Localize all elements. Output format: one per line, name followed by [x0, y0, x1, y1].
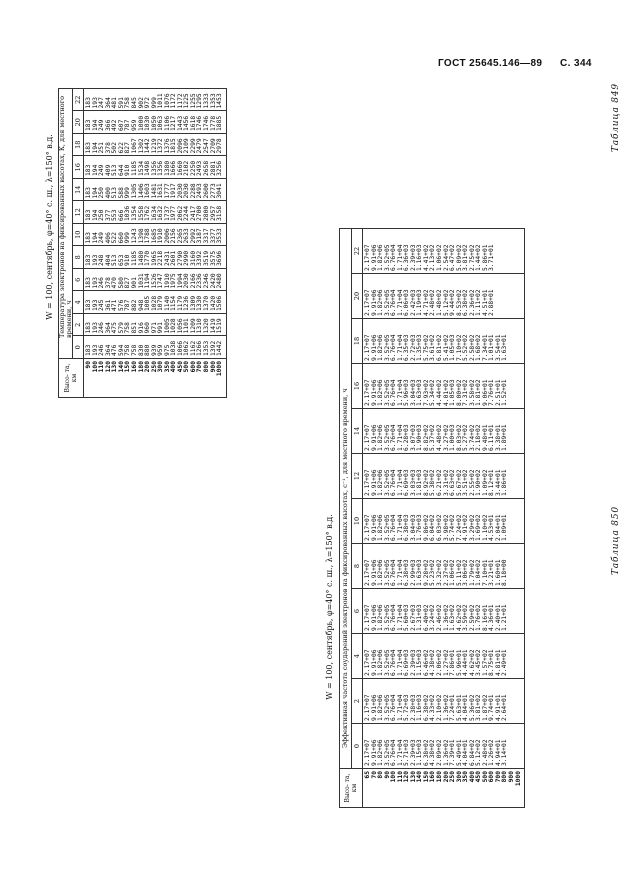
hour-header: 0	[352, 724, 363, 769]
value-column: 183 193 246 364 476 594 758 758 830 880 939 959 975 1038 1066 1062 1162 1266 1353 1392 1442	[84, 336, 226, 359]
hour-header: 18	[73, 134, 84, 157]
hour-header: 10	[352, 499, 363, 544]
table-849-title: W = 100, сентябрь, φ=40° с. ш., λ=150° в.д.	[45, 134, 54, 320]
value-column: 2.17+07 9.91+06 1.82+06 3.52+05 6.76+04 1.71+04 6.69+03 2.39+03 1.15+03 6.46+02 4.38+02 2.06+02 1.27+02 7.86+01 5.96+01 4.44+01 4.62+02 3.45+02 1.57+02 8.75+01 4.81+01 2.49+01	[363, 634, 525, 679]
value-column: 183 194 251 378 502 622 827 1067 1302 1442 1219 1372 1376 1815 2096 2109 2299 2479 2547 2709 2978	[84, 134, 226, 157]
altitude-column: 90 100 110 120 130 140 150 160 180 200 250 300 350 400 450 500 600 700 800 900 1000	[84, 359, 226, 398]
hour-header: 18	[352, 319, 363, 364]
hour-header: 16	[352, 364, 363, 409]
hour-header: 8	[73, 246, 84, 269]
value-column: 2.17+07 9.91+06 1.82+06 3.52+05 6.76+04 1.71+04 5.71+03 2.39+03 1.15+03 6.38+02 4.38+02 2.09+02 1.36+02 7.39+01 5.49+01 4.04+01 6.84+02 5.12+02 2.48+02 1.26+02 4.94+01 3.14+01	[363, 724, 525, 769]
value-column: 183 193 245 361 471 576 787 882 948 1005 1028 1079 1140 1154 1179 1236 1309 1330 1370 1420 1506	[84, 291, 226, 314]
value-column: 2.17+07 9.91+06 1.82+06 3.52+05 6.76+04 1.71+04 6.38+03 3.04+03 1.76+03 9.86+02 6.04+02 6.03+02 3.98+02 5.74+02 7.24+02 4.91+02 3.29+02 1.69+02 1.10+02 4.53+01 2.04+01 1.09+01	[363, 499, 525, 544]
table-850-grid	[339, 228, 525, 808]
value-column: 183 194 249 406 522 660 999 1243 1398 1788 1685 1910 2006 2156 2365 2633 2992 3187 3317 3377 3533	[84, 224, 226, 247]
value-column: 183 193 246 364 475 579 758 851 916 960 971 991 1005 1028 1056 1101 1209 1310 1320 1419 1519	[84, 314, 226, 337]
hour-header: 20	[352, 274, 363, 319]
value-column: 2.17+07 9.91+06 1.82+06 3.52+05 6.76+04 1.71+04 5.60+03 2.67+03 1.31+03 6.40+02 3.24+02 2.46+02 1.36+02 1.63+02 4.62+02 3.59+02 2.59+02 1.76+02 8.16+01 4.36+01 2.40+01 1.21+01	[363, 589, 525, 634]
hour-header: 16	[73, 156, 84, 179]
page-header	[0, 58, 639, 74]
altitude-column: 65 70 80 90 100 110 120 130 140 150 160 180 200 250 300 350 400 450 500 600 700 800 900 1000	[363, 769, 525, 808]
value-column: 2.17+07 9.91+06 1.82+06 3.52+05 6.76+04 1.71+04 6.36+03 2.39+03 1.16+03 4.41+02 2.13+02 1.06+02 2.54+02 6.47+02 5.09+02 3.81+02 2.75+02 1.44+02 5.86+01 3.71+01	[363, 229, 525, 274]
value-column: 2.17+07 9.91+06 1.82+06 3.52+05 6.76+04 1.71+04 5.96+03 3.04+03 1.63+03 7.93+02 5.34+02 4.44+02 4.01+02 1.05+03 8.00+02 7.31+02 3.58+02 1.81+02 9.06+01 7.76+01 2.51+01 1.52+01	[363, 364, 525, 409]
hour-header: 2	[73, 314, 84, 337]
altitude-header: Высо- та, км	[340, 769, 363, 808]
hour-header: 12	[352, 454, 363, 499]
hour-header: 6	[352, 589, 363, 634]
value-column: 2.17+07 9.91+06 1.82+06 3.52+05 6.76+04 1.71+04 5.72+03 2.38+03 1.16+03 6.38+02 4.33+02 2.10+02 1.36+02 7.24+01 5.63+01 4.04+01 5.36+02 3.81+02 1.87+02 9.74+01 4.91+01 2.64+01	[363, 679, 525, 724]
value-column: 2.17+07 9.91+06 1.82+06 3.52+05 6.76+04 1.71+04 6.28+03 3.07+03 1.90+03 8.82+02 5.37+02 4.48+02 3.27+02 1.00+03 8.03+02 5.27+02 3.74+02 2.18+02 9.48+01 6.11+01 3.38+01 1.89+01	[363, 409, 525, 454]
hour-header: 14	[73, 179, 84, 202]
value-column: 2.17+07 9.91+06 1.82+06 3.52+05 6.76+04 1.71+04 6.06+03 2.42+03 1.19+03 4.71+02 2.48+02 1.48+02 5.12+02 9.44+02 8.53+02 6.38+02 2.36+02 1.11+02 4.51+01 2.88+01	[363, 274, 525, 319]
hour-header: 22	[73, 89, 84, 112]
hour-header: 12	[73, 201, 84, 224]
value-column: 183 193 247 364 481 591 758 845 902 972 999 1011 1076 1172 1172 1225 1255 1295 1333 1353 1453	[84, 89, 226, 112]
hour-header: 14	[352, 409, 363, 454]
table-849-grid	[58, 88, 227, 398]
hour-header: 2	[352, 679, 363, 724]
value-column: 2.17+07 9.91+06 1.82+06 3.52+05 6.76+04 1.71+04 6.35+03 2.72+03 1.35+03 5.75+02 3.61+02 6.81+02 5.41+02 1.05+03 7.10+02 5.52+02 2.58+02 1.68+02 7.34+01 1.01+01 3.54+01 1.63+01	[363, 319, 525, 364]
value-column: 183 194 249 409 513 644 910 1185 1534 1498 1356 1356 1380 1666 1660 2102 2250 2493 2658 2881 3256	[84, 156, 226, 179]
value-column: 183 194 250 400 513 588 999 1305 1406 1603 1481 1631 1777 1917 2030 2030 2288 2493 2600 2773 3041	[84, 179, 226, 202]
table-850-subtitle: Эффективная частота соударений электронов на фиксированных высотах, с⁻¹, для местного времени, ч	[340, 229, 352, 769]
value-column: 183 194 250 377 553 666 1036 1354 1558 1762 1634 1632 1737 1977 2062 2244 2417 2700 2800 2957 3158	[84, 201, 226, 224]
hour-header: 0	[73, 336, 84, 359]
value-column: 2.17+07 9.91+06 1.82+06 3.52+05 6.76+04 1.71+04 6.38+03 2.99+03 1.63+03 9.28+02 5.23+02 3.32+02 2.37+02 1.06+02 5.11+02 3.06+02 1.79+02 1.04+02 7.10+01 3.21+01 1.60+01 8.18+00	[363, 544, 525, 589]
hour-header: 22	[352, 229, 363, 274]
hour-header: 10	[73, 224, 84, 247]
page-number: С. 344	[560, 58, 592, 69]
hour-header: 4	[352, 634, 363, 679]
table-850-title: W = 100, сентябрь, φ=40° с. ш., λ=150° в.д.	[325, 514, 334, 700]
altitude-header: Высо- та, км	[59, 359, 84, 398]
hour-header: 8	[352, 544, 363, 589]
hour-header: 20	[73, 111, 84, 134]
value-column: 183 193 248 404 513 653 910 1185 1480 1770 1965 2218 2431 2601 2790 2990 3160 3392 3519 3575 3696	[84, 246, 226, 269]
table-849-subtitle: Температура электронов на фиксированных высотах, К, для местного времени, ч	[59, 89, 73, 359]
standard-number: ГОСТ 25645.146—89	[438, 58, 543, 69]
value-column: 2.17+07 9.91+06 1.82+06 3.52+05 6.76+04 1.71+04 6.69+03 3.03+03 1.81+03 8.92+02 5.38+02 6.21+02 3.31+02 6.63+02 5.67+02 3.51+02 2.55+02 1.90+02 1.09+02 8.12+01 3.44+01 1.86+01	[363, 454, 525, 499]
value-column: 183 193 246 378 470 580 827 901 1031 1194 1526 1747 1910 1975 1994 2030 2166 2336 2346 2420 2480	[84, 269, 226, 292]
table-850	[339, 228, 607, 808]
table-849-label: Таблица 849	[611, 83, 621, 152]
value-column: 183 194 249 366 492 607 787 959 1000 1030 1050 1063 1106 1217 1443 1456 1618 1746 1746 1778 1885	[84, 111, 226, 134]
hour-header: 4	[73, 291, 84, 314]
table-850-label: Таблица 850	[611, 506, 621, 575]
hour-header: 6	[73, 269, 84, 292]
